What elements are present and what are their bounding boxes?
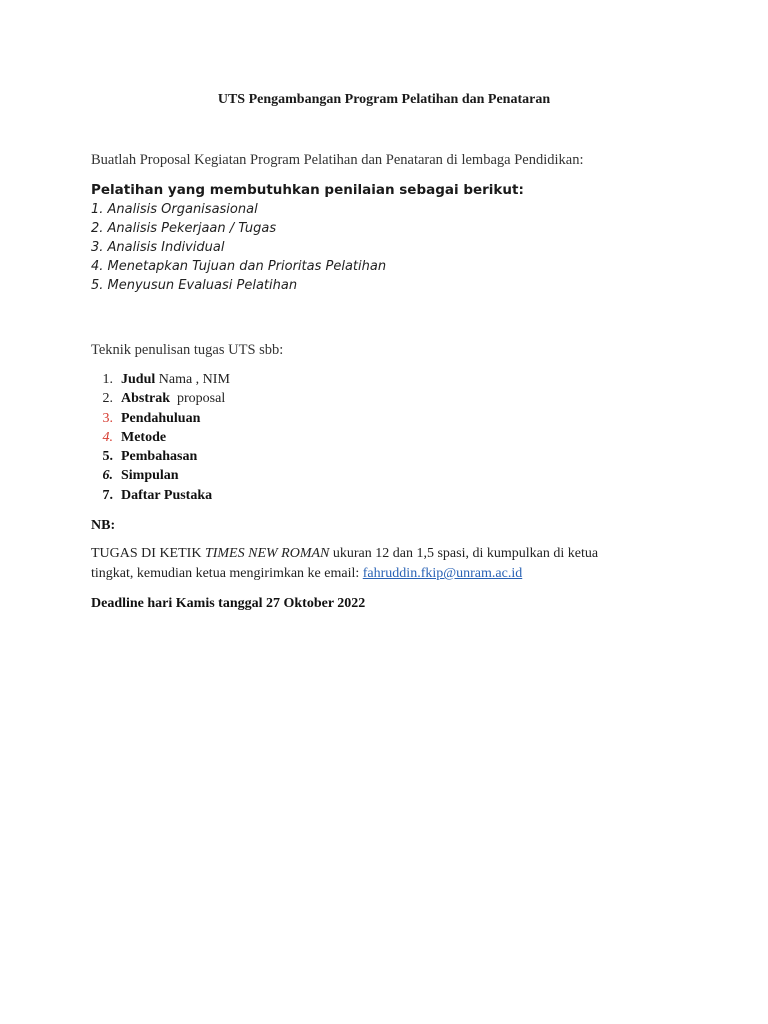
deadline-text: Deadline hari Kamis tanggal 27 Oktober 2022: [91, 596, 366, 611]
list-item-number: 1.: [102, 372, 113, 387]
list-item-bold: Pembahasan: [121, 449, 198, 464]
list-item-number: 5.: [102, 449, 113, 464]
assessment-heading: Pelatihan yang membutuhkan penilaian sebagai berikut:: [91, 182, 524, 198]
assessment-item-3: 3. Analisis Individual: [91, 240, 225, 255]
nb-text-part2: ukuran 12 dan 1,5 spasi, di kumpulkan di ketua: [329, 546, 599, 561]
list-item: [91, 430, 166, 446]
list-item-number: 7.: [102, 488, 113, 503]
nb-text-italic: TIMES NEW ROMAN: [204, 546, 330, 561]
document-title: UTS Pengambangan Program Pelatihan dan Penataran: [217, 92, 551, 107]
list-item-number: 3.: [102, 411, 113, 426]
list-item: [91, 488, 212, 504]
list-item: [91, 372, 230, 388]
list-item-rest: Nama , NIM: [155, 372, 230, 387]
list-item-bold: Pendahuluan: [121, 411, 201, 426]
assessment-item-1: 1. Analisis Organisasional: [91, 202, 258, 217]
nb-text-line-2: [91, 566, 522, 582]
intro-text: Buatlah Proposal Kegiatan Program Pelatihan dan Penataran di lembaga Pendidikan:: [91, 152, 584, 168]
list-item: [91, 449, 197, 465]
list-item-number: 2.: [102, 391, 113, 406]
list-item-number: 6.: [102, 468, 113, 483]
list-item-bold: Simpulan: [121, 468, 179, 483]
nb-text-part1: TUGAS DI KETIK: [91, 546, 205, 561]
list-item-number: 4.: [102, 430, 113, 445]
list-item-bold: Judul: [121, 372, 156, 387]
assessment-item-5: 5. Menyusun Evaluasi Pelatihan: [91, 278, 298, 293]
list-item-bold: Abstrak: [121, 391, 171, 406]
nb-text-line-1: [91, 546, 598, 562]
assessment-item-4: 4. Menetapkan Tujuan dan Prioritas Pelatihan: [91, 259, 387, 274]
nb-text-line2: tingkat, kemudian ketua mengirimkan ke email:: [91, 566, 363, 581]
list-item-rest: proposal: [170, 391, 226, 406]
list-item-bold: Metode: [121, 430, 167, 445]
nb-label: NB:: [91, 518, 116, 533]
technique-heading: Teknik penulisan tugas UTS sbb:: [91, 342, 284, 358]
list-item: [91, 468, 179, 484]
list-item-bold: Daftar Pustaka: [121, 488, 213, 503]
assessment-item-2: 2. Analisis Pekerjaan / Tugas: [91, 221, 277, 236]
email-link[interactable]: fahruddin.fkip@unram.ac.id: [362, 566, 523, 581]
list-item: [91, 411, 200, 427]
list-item: [91, 391, 225, 407]
